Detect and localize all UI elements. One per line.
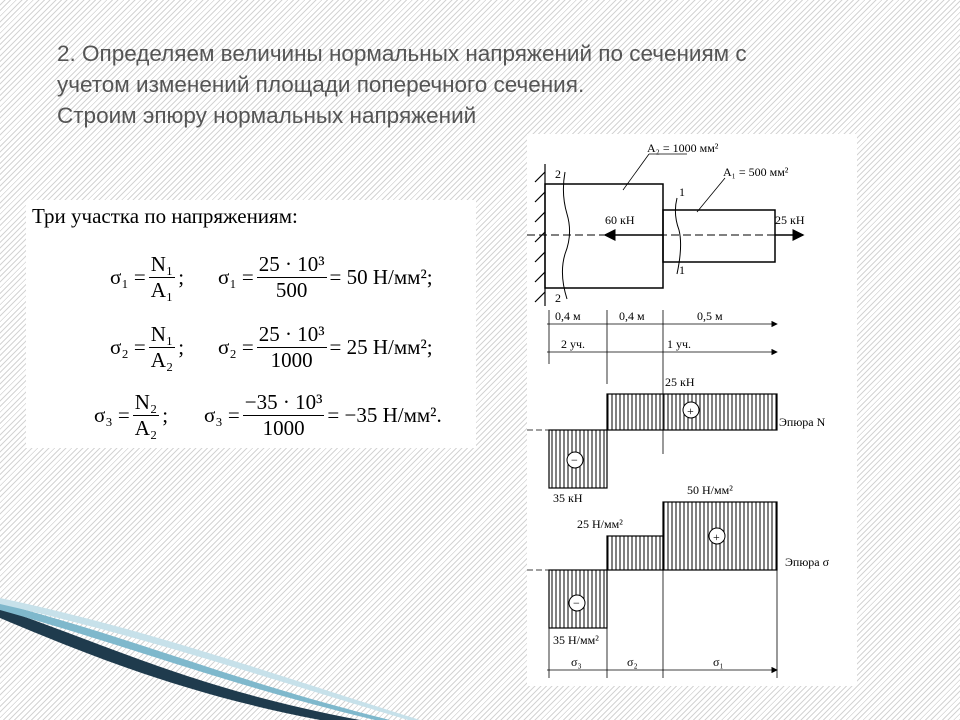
lhs-numerator: N₁ — [150, 321, 174, 346]
force-end-label: 25 кН — [775, 213, 805, 227]
sigma-value-label-3: 35 Н/мм² — [553, 633, 599, 647]
rhs-numerator: 25 · 10³ — [258, 251, 325, 276]
epure-n-value-positive: 25 кН — [665, 375, 695, 389]
rhs-fraction — [257, 323, 327, 372]
area-small-leader — [697, 178, 725, 212]
lhs-fraction — [133, 391, 160, 440]
length-label-3: 0,5 м — [697, 309, 723, 323]
rhs-denominator: 500 — [275, 277, 308, 302]
rhs-fraction — [257, 253, 327, 302]
bottom-label-sigma-3: σ₃ — [571, 655, 582, 669]
formula-result: = 25 Н/мм²; — [329, 334, 433, 359]
rhs-numerator: 25 · 10³ — [258, 321, 325, 346]
title-line-3: Строим эпюру нормальных напряжений — [57, 103, 477, 128]
plus-sign-n-glyph: + — [687, 404, 694, 418]
lhs-denominator: A₂ — [134, 415, 158, 440]
title-line-1: 2. Определяем величины нормальных напряжений по сечениям с — [57, 41, 747, 66]
formula-row-sigma-2: σ₂ = $\frac{\text{N₁}}{\text{A₂}}$ ; σ₂ = $\frac{\text{25 · 10³}}{1000}$ = 25 Н/мм²; — [110, 321, 433, 372]
zone-label-2: 2 уч. — [561, 337, 586, 351]
slide-title — [57, 38, 917, 131]
title-line-2: учетом изменений площади поперечного сечения. — [57, 72, 585, 97]
bottom-label-sigma-2: σ₂ — [627, 655, 638, 669]
rhs-numerator: −35 · 10³ — [244, 389, 323, 414]
lhs-symbol: σ₁ — [110, 264, 129, 289]
sigma-value-label-2: 25 Н/мм² — [577, 517, 623, 531]
section-1-bottom-label: 1 — [679, 263, 685, 277]
rhs-denominator: 1000 — [270, 347, 313, 372]
epure-n-value-negative: 35 кН — [553, 491, 583, 505]
minus-sign-sigma-glyph: − — [573, 596, 580, 610]
rhs-fraction — [243, 391, 325, 440]
beam-diagram — [527, 134, 857, 686]
rhs-symbol: σ₁ — [218, 264, 237, 289]
plus-sign-sigma-glyph: + — [713, 530, 720, 544]
section-2-top-label: 2 — [555, 167, 561, 181]
zone-label-1: 1 уч. — [667, 337, 692, 351]
epure-sigma-2 — [607, 536, 663, 570]
beam-diagram-card — [527, 134, 857, 686]
length-label-2: 0,4 м — [619, 309, 645, 323]
rhs-denominator: 1000 — [262, 415, 305, 440]
lhs-fraction — [149, 323, 176, 372]
lhs-denominator: A₁ — [150, 277, 174, 302]
area-small-label: A₁ = 500 мм² — [723, 165, 789, 179]
length-label-1: 0,4 м — [555, 309, 581, 323]
lhs-fraction — [149, 253, 176, 302]
formula-row-sigma-1: σ₁ = $\frac{\text{N₁}}{\text{A₁}}$ ; σ₁ = $\frac{\text{25 · 10³}}{500}$ = 50 Н/мм²; — [110, 251, 433, 302]
minus-sign-n-glyph: − — [571, 453, 578, 467]
formula-row-sigma-3: σ₃ = $\frac{\text{N₂}}{\text{A₂}}$ ; σ₃ = $\frac{\text{−35 · 10³}}{1000}$ = −35 Н/мм². — [94, 389, 442, 440]
formula-heading: Три участка по напряжениям: — [32, 204, 298, 228]
lhs-numerator: N₁ — [150, 251, 174, 276]
formula-result: = −35 Н/мм². — [327, 402, 442, 427]
rhs-symbol: σ₂ — [218, 334, 237, 359]
area-large-label: A₂ = 1000 мм² — [647, 141, 719, 155]
bottom-label-sigma-1: σ₁ — [713, 655, 724, 669]
formula-card — [26, 200, 476, 448]
rhs-symbol: σ₃ — [204, 402, 223, 427]
epure-n-label: Эпюра N — [779, 415, 826, 429]
section-1-top-label: 1 — [679, 185, 685, 199]
epure-sigma-label: Эпюра σ — [785, 555, 830, 569]
lhs-symbol: σ₂ — [110, 334, 129, 359]
lhs-denominator: A₂ — [150, 347, 174, 372]
sigma-value-label-1: 50 Н/мм² — [687, 483, 733, 497]
lhs-numerator: N₂ — [134, 389, 158, 414]
section-2-bottom-label: 2 — [555, 291, 561, 305]
force-mid-label: 60 кН — [605, 213, 635, 227]
formula-result: = 50 Н/мм²; — [329, 264, 433, 289]
lhs-symbol: σ₃ — [94, 402, 113, 427]
